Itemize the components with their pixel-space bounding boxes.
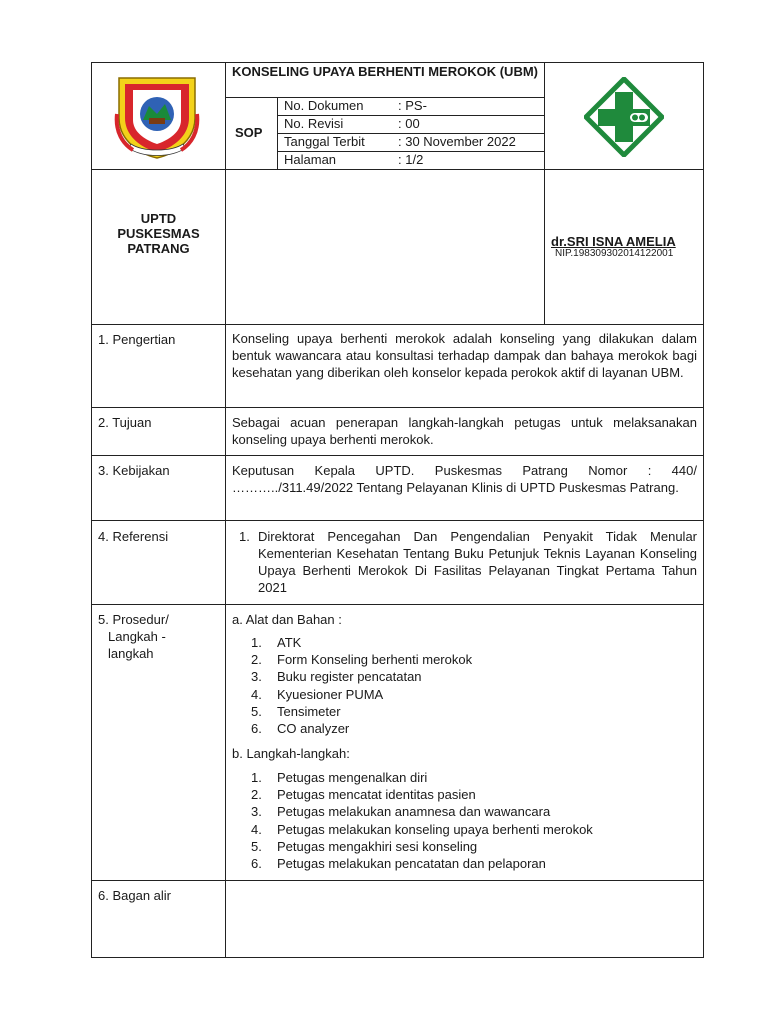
row-divider-tujuan bbox=[91, 455, 704, 456]
meta-label: Tanggal Terbit bbox=[284, 134, 365, 149]
row-divider-kebijakan bbox=[91, 520, 704, 521]
row-divider-pengertian bbox=[91, 407, 704, 408]
list-item-text: ATK bbox=[277, 635, 302, 650]
meta-value: : 1/2 bbox=[398, 152, 424, 167]
sop-label: SOP bbox=[235, 125, 263, 140]
section-text-pengertian: Konseling upaya berhenti merokok adalah konseling yang dilakukan dalam bentuk wawancara atau konsultasi terhadap dampak dan bahaya merokok bagi kesehatan yang diberikan oleh konselor kepada perokok aktif di layanan UBM. bbox=[232, 331, 697, 380]
meta-row-halaman bbox=[284, 151, 544, 169]
signatory-name: dr.SRI ISNA AMELIA bbox=[551, 234, 676, 249]
prosedur-label-line: 5. Prosedur/ bbox=[98, 612, 169, 627]
list-item bbox=[251, 855, 691, 872]
list-item-number: 2. bbox=[251, 652, 262, 668]
list-item bbox=[251, 668, 691, 685]
list-item bbox=[251, 720, 691, 737]
list-item-text: Petugas mencatat identitas pasien bbox=[277, 787, 476, 803]
org-name-line: UPTD bbox=[140, 211, 177, 226]
section-label-bagan: 6. Bagan alir bbox=[98, 888, 171, 903]
row-divider-header bbox=[91, 169, 704, 170]
meta-value: : PS- bbox=[398, 98, 427, 113]
list-item-number: 4. bbox=[251, 821, 262, 837]
section-label-kebijakan: 3. Kebijakan bbox=[98, 463, 170, 478]
section-text-tujuan: Sebagai acuan penerapan langkah-langkah petugas untuk melaksanakan konseling upaya berhenti merokok. bbox=[232, 415, 697, 447]
section-label-pengertian: 1. Pengertian bbox=[98, 332, 176, 347]
list-item-text: Tensimeter bbox=[277, 703, 341, 719]
list-item-number: 6. bbox=[251, 856, 262, 872]
meta-row-tanggal bbox=[284, 133, 544, 151]
prosedur-label-line: Langkah - bbox=[108, 629, 166, 644]
meta-label: No. Revisi bbox=[284, 116, 344, 131]
meta-value: : 30 November 2022 bbox=[398, 134, 516, 149]
list-item-number: 3. bbox=[251, 669, 262, 685]
list-item bbox=[251, 838, 691, 855]
header-right-divider bbox=[544, 62, 545, 324]
document-title: KONSELING UPAYA BERHENTI MEROKOK (UBM) bbox=[231, 64, 538, 79]
meta-label: No. Dokumen bbox=[284, 98, 364, 113]
langkah-heading: b. Langkah-langkah: bbox=[232, 746, 350, 761]
list-item bbox=[251, 769, 691, 786]
puskesmas-cross-icon bbox=[584, 77, 664, 157]
list-item bbox=[251, 821, 691, 838]
list-item bbox=[251, 786, 691, 803]
list-item-number: 6. bbox=[251, 721, 262, 737]
list-item-number: 5. bbox=[251, 703, 262, 719]
signatory-nip: NIP.198309302014122001 bbox=[555, 248, 674, 259]
alat-heading: a. Alat dan Bahan : bbox=[232, 612, 342, 627]
meta-label: Halaman bbox=[284, 152, 337, 167]
list-item-text: Petugas mengakhiri sesi konseling bbox=[277, 838, 478, 854]
org-name-line: PATRANG bbox=[127, 241, 190, 256]
langkah-list bbox=[251, 769, 691, 872]
list-item bbox=[251, 703, 691, 720]
list-item bbox=[251, 803, 691, 820]
list-item-number: 1. bbox=[251, 770, 262, 785]
meta-row-revisi bbox=[284, 115, 544, 133]
list-item-number: 2. bbox=[251, 787, 262, 803]
section-label-tujuan: 2. Tujuan bbox=[98, 415, 152, 430]
list-item-number: 1. bbox=[251, 635, 262, 650]
list-item bbox=[251, 686, 691, 703]
list-item bbox=[251, 634, 691, 651]
regency-crest-icon bbox=[113, 74, 201, 160]
list-item-text: Petugas mengenalkan diri bbox=[277, 770, 428, 785]
column-divider bbox=[225, 62, 226, 958]
list-item-number: 3. bbox=[251, 804, 262, 820]
list-item-number: 4. bbox=[251, 686, 262, 702]
list-item-text: Buku register pencatatan bbox=[277, 669, 422, 685]
row-divider-referensi bbox=[91, 604, 704, 605]
list-item-number: 5. bbox=[251, 838, 262, 854]
referensi-number: 1. bbox=[239, 529, 250, 544]
meta-row-dokumen bbox=[284, 97, 544, 115]
meta-value: : 00 bbox=[398, 116, 420, 131]
section-label-referensi: 4. Referensi bbox=[98, 529, 169, 544]
row-divider-sign bbox=[91, 324, 704, 325]
org-name bbox=[92, 211, 225, 256]
section-label-prosedur bbox=[98, 611, 169, 662]
section-text-referensi: Direktorat Pencegahan Dan Pengendalian Penyakit Tidak Menular Kementerian Kesehatan Tentang Buku Petunjuk Teknis Layanan Konseling Upaya Berhenti Merokok Di Fasilitas Pelayanan Tingkat Pertama Tahun 2021 bbox=[258, 529, 697, 595]
list-item-text: CO analyzer bbox=[277, 721, 350, 737]
prosedur-label-line: langkah bbox=[108, 646, 154, 661]
org-name-line: PUSKESMAS bbox=[117, 226, 200, 241]
list-item-text: Form Konseling berhenti merokok bbox=[277, 652, 473, 668]
row-divider-prosedur bbox=[91, 880, 704, 881]
list-item-text: Petugas melakukan konseling upaya berhenti merokok bbox=[277, 821, 593, 837]
section-text-kebijakan: Keputusan Kepala UPTD. Puskesmas Patrang Nomor : 440/ ………../311.49/2022 Tentang Pelayanan Klinis di UPTD Puskesmas Patrang. bbox=[232, 463, 697, 495]
list-item bbox=[251, 651, 691, 668]
list-item-text: Petugas melakukan pencatatan dan pelaporan bbox=[277, 856, 546, 872]
alat-list bbox=[251, 634, 691, 737]
list-item-text: Kyuesioner PUMA bbox=[277, 686, 384, 702]
list-item-text: Petugas melakukan anamnesa dan wawancara bbox=[277, 804, 551, 820]
